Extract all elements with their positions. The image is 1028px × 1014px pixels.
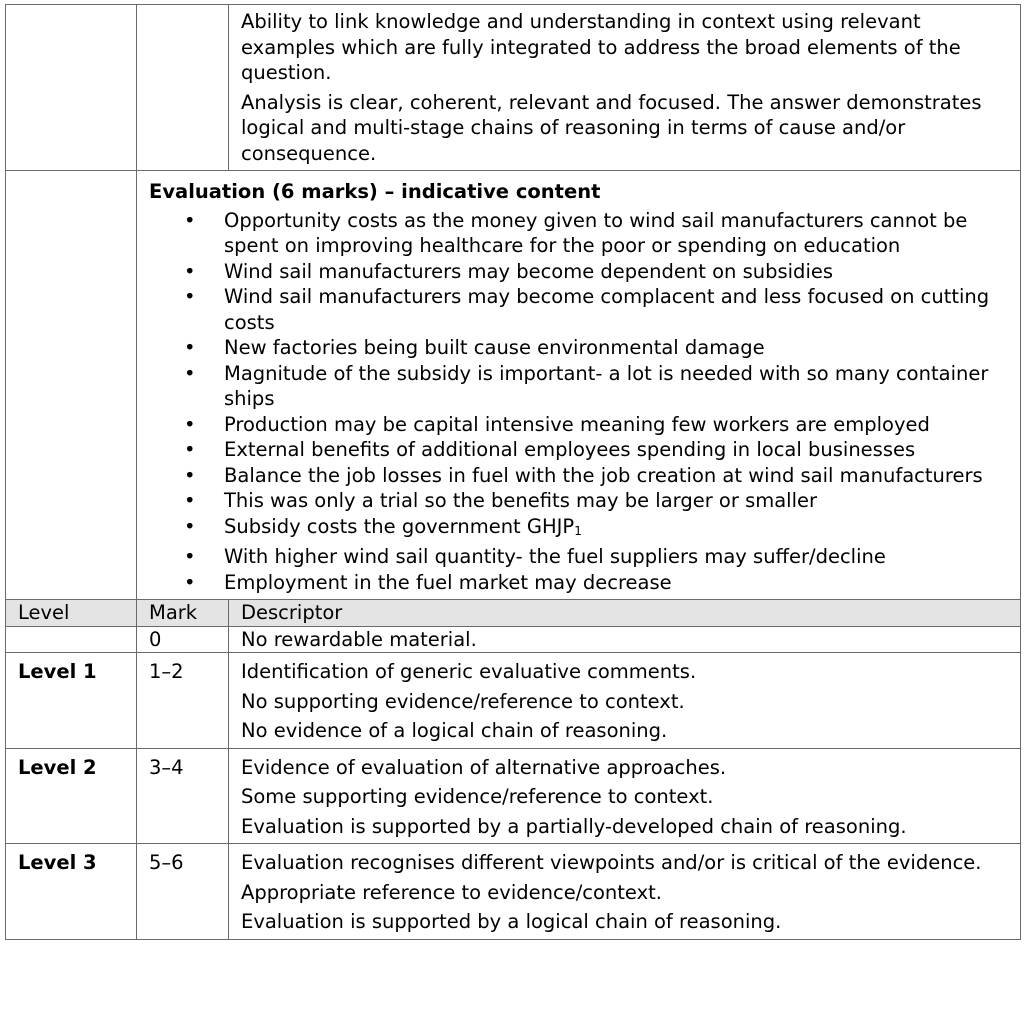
evaluation-bullet: • Production may be capital intensive meaning few workers are employed [149,412,1020,438]
analysis-descriptor-cell [229,5,1021,171]
header-descriptor: Descriptor [229,600,1021,627]
level-row-1 [6,653,1021,749]
level-cell-empty [6,5,137,171]
evaluation-title: Evaluation (6 marks) – indicative content [149,180,601,203]
descriptor-cell [229,844,1021,940]
evaluation-bullet: • With higher wind sail quantity- the fuel suppliers may suffer/decline [149,544,1020,570]
mark-cell: 3–4 [137,748,229,844]
evaluation-bullet-subsidy-cost [149,514,1020,545]
descriptor-line: Evidence of evaluation of alternative approaches. [241,755,727,779]
descriptor-line: Evaluation is supported by a partially-developed chain of reasoning. [241,814,907,838]
level-cell: Level 2 [6,748,137,844]
level-row-zero [6,626,1021,653]
descriptor-line: Identification of generic evaluative comments. [241,660,697,683]
level-cell: Level 1 [6,653,137,749]
levels-header-row [6,600,1021,627]
analysis-descriptor-paragraph: Analysis is clear, coherent, relevant and focused. The answer demonstrates logical and multi-stage chains of reasoning in terms of cause and/or consequence. [241,90,982,165]
evaluation-bullet: • Employment in the fuel market may decrease [149,570,1020,596]
mark-cell: 1–2 [137,653,229,749]
evaluation-bullet: • External benefits of additional employees spending in local businesses [149,437,1020,463]
analysis-continuation-row [6,5,1021,171]
evaluation-bullet: • Wind sail manufacturers may become complacent and less focused on cutting costs [149,284,1020,335]
level-cell: Level 3 [6,844,137,940]
analysis-descriptor-paragraph: Ability to link knowledge and understanding in context using relevant examples which are fully integrated to address the broad elements of the question. [241,10,961,84]
mark-scheme-table [5,4,1021,940]
evaluation-bullet: • This was only a trial so the benefits may be larger or smaller [149,488,1020,514]
subscript-marker: 1 [574,523,582,538]
descriptor-line: No evidence of a logical chain of reasoning. [241,719,668,742]
mark-cell: 5–6 [137,844,229,940]
evaluation-bullet-list [149,208,1020,596]
evaluation-left-cell [6,171,137,600]
mark-cell: 0 [137,626,229,653]
descriptor-cell [229,748,1021,844]
mark-cell-empty [137,5,229,171]
mark-scheme-page [5,4,1020,940]
evaluation-bullet: • Opportunity costs as the money given to wind sail manufacturers cannot be spent on improving healthcare for the poor or spending on education [149,208,1020,259]
level-cell [6,626,137,653]
descriptor-line: Appropriate reference to evidence/context. [241,880,662,904]
evaluation-content-row [6,171,1021,600]
descriptor-line: No supporting evidence/reference to context. [241,689,685,713]
level-row-2 [6,748,1021,844]
descriptor-line: Evaluation is supported by a logical chain of reasoning. [241,910,782,933]
header-mark: Mark [137,600,229,627]
subsidy-cost-text: Subsidy costs the government GHJP [224,514,575,538]
descriptor-line: Some supporting evidence/reference to context. [241,785,714,808]
evaluation-bullet: • Wind sail manufacturers may become dependent on subsidies [149,259,1020,285]
descriptor-cell: No rewardable material. [229,626,1021,653]
evaluation-bullet: • New factories being built cause environmental damage [149,335,1020,361]
descriptor-line: Evaluation recognises different viewpoints and/or is critical of the evidence. [241,851,982,874]
evaluation-bullet: • Balance the job losses in fuel with the job creation at wind sail manufacturers [149,463,1020,489]
header-level: Level [6,600,137,627]
evaluation-bullet: • Magnitude of the subsidy is important- a lot is needed with so many container ships [149,361,1020,412]
level-row-3 [6,844,1021,940]
descriptor-cell [229,653,1021,749]
evaluation-content-cell [137,171,1021,600]
